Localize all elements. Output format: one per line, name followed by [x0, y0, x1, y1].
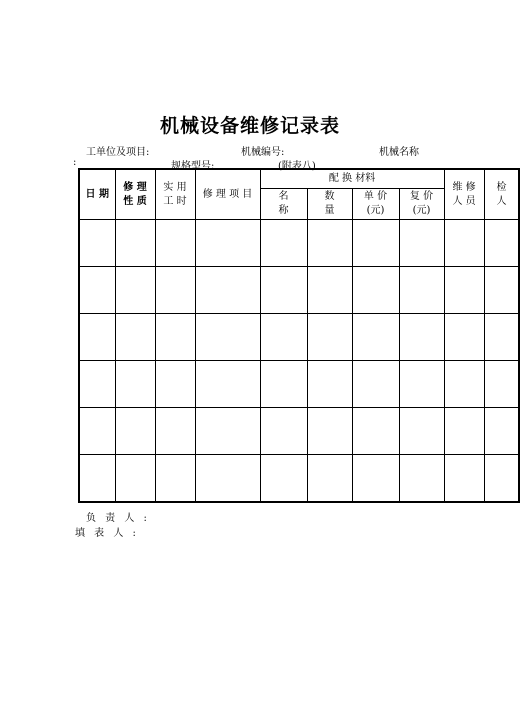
table-cell[interactable] — [115, 361, 155, 408]
table-row — [79, 361, 519, 408]
header-repair-nature: 修 理 性 质 — [115, 169, 155, 220]
table-cell[interactable] — [444, 220, 484, 267]
table-cell[interactable] — [260, 408, 307, 455]
filler-label: 填 表 人 : — [75, 528, 139, 539]
table-cell[interactable] — [484, 220, 519, 267]
table-cell[interactable] — [79, 455, 115, 503]
table-cell[interactable] — [79, 408, 115, 455]
table-cell[interactable] — [155, 314, 195, 361]
table-cell[interactable] — [399, 220, 444, 267]
table-cell[interactable] — [195, 361, 260, 408]
table-row — [79, 314, 519, 361]
leading-colon: : — [73, 157, 77, 168]
unit-project-label: 工单位及项目: — [86, 147, 150, 158]
table-cell[interactable] — [195, 267, 260, 314]
table-cell[interactable] — [115, 455, 155, 503]
table-cell[interactable] — [79, 267, 115, 314]
table-cell[interactable] — [399, 361, 444, 408]
header-repair-item: 修 理 项 目 — [195, 169, 260, 220]
table-cell[interactable] — [307, 220, 352, 267]
table-cell[interactable] — [352, 408, 399, 455]
table-cell[interactable] — [155, 267, 195, 314]
machine-name-label: 机械名称 — [379, 147, 419, 158]
header-quantity: 数 量 — [307, 189, 352, 220]
table-cell[interactable] — [307, 314, 352, 361]
table-cell[interactable] — [195, 455, 260, 503]
header-date: 日 期 — [79, 169, 115, 220]
table-cell[interactable] — [352, 455, 399, 503]
record-table — [78, 168, 520, 503]
table-cell[interactable] — [79, 361, 115, 408]
table-cell[interactable] — [352, 361, 399, 408]
header-inspector: 检 人 — [484, 169, 519, 220]
table-cell[interactable] — [444, 408, 484, 455]
table-cell[interactable] — [260, 314, 307, 361]
table-cell[interactable] — [260, 220, 307, 267]
table-cell[interactable] — [444, 455, 484, 503]
table-cell[interactable] — [115, 408, 155, 455]
responsible-label: 负 责 人 : — [86, 513, 150, 524]
table-body — [79, 220, 519, 503]
table-cell[interactable] — [155, 361, 195, 408]
table-cell[interactable] — [399, 314, 444, 361]
table-cell[interactable] — [307, 361, 352, 408]
table-row — [79, 455, 519, 503]
header-parts-group: 配 换 材料 — [260, 169, 444, 189]
table-cell[interactable] — [115, 220, 155, 267]
table-cell[interactable] — [444, 361, 484, 408]
header-row-1 — [79, 169, 519, 189]
table-cell[interactable] — [307, 267, 352, 314]
header-part-name: 名 称 — [260, 189, 307, 220]
header-unit-price: 单 价 (元) — [352, 189, 399, 220]
header-actual-hours: 实 用 工 时 — [155, 169, 195, 220]
table-cell[interactable] — [352, 314, 399, 361]
table-cell[interactable] — [352, 267, 399, 314]
table-cell[interactable] — [399, 455, 444, 503]
table-cell[interactable] — [399, 267, 444, 314]
table-cell[interactable] — [155, 408, 195, 455]
table-row — [79, 408, 519, 455]
table-cell[interactable] — [155, 455, 195, 503]
table-cell[interactable] — [484, 408, 519, 455]
header-recheck-price: 复 价 (元) — [399, 189, 444, 220]
table-cell[interactable] — [260, 361, 307, 408]
table-cell[interactable] — [484, 267, 519, 314]
table-cell[interactable] — [260, 455, 307, 503]
spec-model-label: 规格型号: — [171, 161, 215, 172]
table-cell[interactable] — [79, 314, 115, 361]
header-repairer: 维 修 人 员 — [444, 169, 484, 220]
table-cell[interactable] — [444, 267, 484, 314]
table-cell[interactable] — [484, 314, 519, 361]
table-cell[interactable] — [260, 267, 307, 314]
table-cell[interactable] — [195, 220, 260, 267]
table-cell[interactable] — [195, 408, 260, 455]
table-cell[interactable] — [484, 361, 519, 408]
appendix-label: (附表八) — [278, 161, 316, 172]
table-cell[interactable] — [195, 314, 260, 361]
table-cell[interactable] — [352, 220, 399, 267]
table-cell[interactable] — [79, 220, 115, 267]
table-cell[interactable] — [399, 408, 444, 455]
table-cell[interactable] — [115, 267, 155, 314]
machine-no-label: 机械编号: — [241, 147, 285, 158]
table-cell[interactable] — [307, 408, 352, 455]
table-row — [79, 220, 519, 267]
document-title: 机械设备维修记录表 — [159, 115, 340, 137]
table-cell[interactable] — [115, 314, 155, 361]
table-cell[interactable] — [307, 455, 352, 503]
table-cell[interactable] — [444, 314, 484, 361]
table-cell[interactable] — [155, 220, 195, 267]
table-cell[interactable] — [484, 455, 519, 503]
table-row — [79, 267, 519, 314]
record-table-wrapper — [78, 168, 507, 506]
